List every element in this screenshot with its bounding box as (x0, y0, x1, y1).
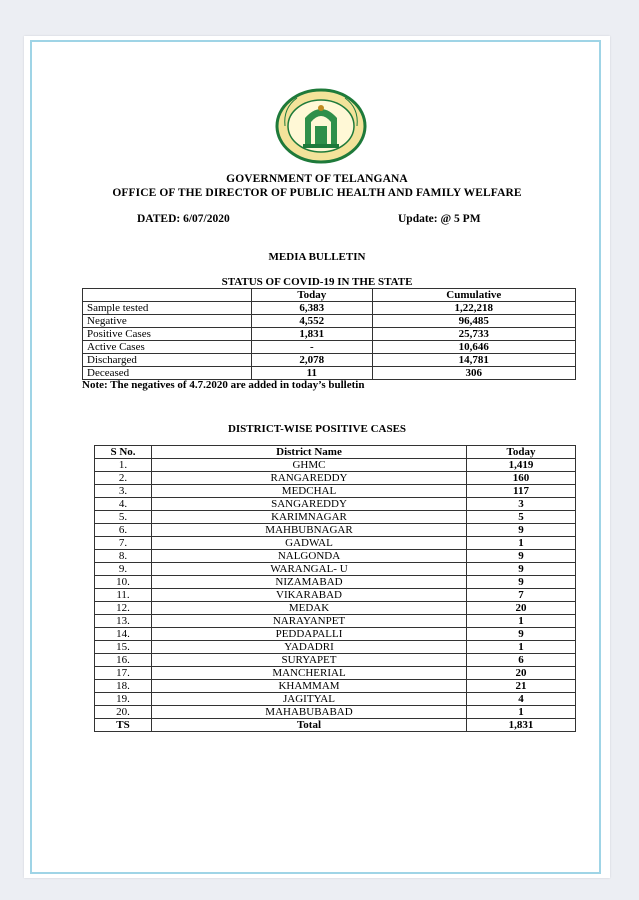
row-sno: 14. (95, 628, 152, 641)
row-today: 21 (467, 680, 576, 693)
table-row (95, 511, 576, 524)
district-table (94, 445, 576, 732)
table-row (95, 576, 576, 589)
district-header-name: District Name (152, 446, 467, 459)
telangana-seal-logo (275, 88, 367, 164)
row-district: NARAYANPET (152, 615, 467, 628)
status-header-row (83, 289, 576, 302)
district-header-sno: S No. (95, 446, 152, 459)
row-sno: 8. (95, 550, 152, 563)
table-row (95, 602, 576, 615)
row-today: 117 (467, 485, 576, 498)
row-today: 20 (467, 667, 576, 680)
table-row (95, 459, 576, 472)
table-row (95, 589, 576, 602)
row-today: 9 (467, 628, 576, 641)
update-text: Update: @ 5 PM (398, 213, 481, 225)
table-row (95, 641, 576, 654)
row-today: 6 (467, 654, 576, 667)
row-today: 4 (467, 693, 576, 706)
row-today: 11 (252, 367, 373, 380)
row-cumulative: 306 (372, 367, 575, 380)
row-cumulative: 10,646 (372, 341, 575, 354)
row-today: 1 (467, 641, 576, 654)
district-title: DISTRICT-WISE POSITIVE CASES (227, 423, 407, 435)
row-sno: 16. (95, 654, 152, 667)
row-label: Active Cases (83, 341, 252, 354)
row-district: NALGONDA (152, 550, 467, 563)
row-sno: 7. (95, 537, 152, 550)
row-label: Sample tested (83, 302, 252, 315)
row-today: 6,383 (252, 302, 373, 315)
row-sno: 19. (95, 693, 152, 706)
row-today: 20 (467, 602, 576, 615)
table-row (83, 328, 576, 341)
table-row (95, 706, 576, 719)
row-sno: 9. (95, 563, 152, 576)
row-sno: 13. (95, 615, 152, 628)
row-sno: 2. (95, 472, 152, 485)
row-sno: 3. (95, 485, 152, 498)
status-header-blank (83, 289, 252, 302)
row-label: Positive Cases (83, 328, 252, 341)
row-today: 9 (467, 524, 576, 537)
row-district: RANGAREDDY (152, 472, 467, 485)
status-table (82, 288, 576, 380)
row-sno: 5. (95, 511, 152, 524)
table-row (95, 537, 576, 550)
row-today: 1 (467, 615, 576, 628)
bulletin-title: MEDIA BULLETIN (268, 251, 366, 263)
row-district: MAHABUBABAD (152, 706, 467, 719)
row-today: 1,419 (467, 459, 576, 472)
row-sno: 11. (95, 589, 152, 602)
table-row (83, 367, 576, 380)
row-district: MEDAK (152, 602, 467, 615)
row-sno: 15. (95, 641, 152, 654)
table-row (95, 615, 576, 628)
table-row (95, 654, 576, 667)
row-today: 2,078 (252, 354, 373, 367)
table-row (95, 485, 576, 498)
row-district: GADWAL (152, 537, 467, 550)
row-sno: 20. (95, 706, 152, 719)
row-today: 9 (467, 563, 576, 576)
row-today: 1 (467, 537, 576, 550)
table-row (83, 315, 576, 328)
table-row (95, 524, 576, 537)
row-today: 7 (467, 589, 576, 602)
status-header-cumulative: Cumulative (372, 289, 575, 302)
table-row (95, 472, 576, 485)
row-district: MEDCHAL (152, 485, 467, 498)
table-row (95, 667, 576, 680)
row-label: Discharged (83, 354, 252, 367)
row-today: - (252, 341, 373, 354)
row-district: WARANGAL- U (152, 563, 467, 576)
row-sno: 17. (95, 667, 152, 680)
table-row (95, 680, 576, 693)
row-district: JAGITYAL (152, 693, 467, 706)
table-row (95, 550, 576, 563)
status-header-today: Today (252, 289, 373, 302)
row-cumulative: 96,485 (372, 315, 575, 328)
row-district: SURYAPET (152, 654, 467, 667)
dated-text: DATED: 6/07/2020 (137, 213, 230, 225)
row-today: 1,831 (252, 328, 373, 341)
row-sno: 4. (95, 498, 152, 511)
status-title: STATUS OF COVID-19 IN THE STATE (221, 276, 413, 288)
total-today: 1,831 (467, 719, 576, 732)
row-sno: 1. (95, 459, 152, 472)
total-sno: TS (95, 719, 152, 732)
row-sno: 12. (95, 602, 152, 615)
row-district: MAHBUBNAGAR (152, 524, 467, 537)
row-district: PEDDAPALLI (152, 628, 467, 641)
row-today: 3 (467, 498, 576, 511)
row-cumulative: 1,22,218 (372, 302, 575, 315)
district-header-row (95, 446, 576, 459)
document-page (24, 36, 610, 878)
table-row (95, 563, 576, 576)
district-header-today: Today (467, 446, 576, 459)
row-cumulative: 14,781 (372, 354, 575, 367)
table-row (95, 498, 576, 511)
row-sno: 6. (95, 524, 152, 537)
row-district: GHMC (152, 459, 467, 472)
row-district: NIZAMABAD (152, 576, 467, 589)
row-today: 5 (467, 511, 576, 524)
row-today: 9 (467, 550, 576, 563)
row-district: YADADRI (152, 641, 467, 654)
row-district: KARIMNAGAR (152, 511, 467, 524)
table-row (95, 693, 576, 706)
total-row (95, 719, 576, 732)
table-row (95, 628, 576, 641)
row-today: 1 (467, 706, 576, 719)
table-row (83, 354, 576, 367)
row-today: 160 (467, 472, 576, 485)
row-sno: 10. (95, 576, 152, 589)
row-district: MANCHERIAL (152, 667, 467, 680)
row-district: VIKARABAD (152, 589, 467, 602)
row-district: KHAMMAM (152, 680, 467, 693)
table-row (83, 302, 576, 315)
row-district: SANGAREDDY (152, 498, 467, 511)
total-label: Total (152, 719, 467, 732)
row-sno: 18. (95, 680, 152, 693)
row-today: 9 (467, 576, 576, 589)
table-row (83, 341, 576, 354)
header-government: GOVERNMENT OF TELANGANA (226, 173, 408, 185)
row-label: Deceased (83, 367, 252, 380)
note-text: Note: The negatives of 4.7.2020 are added in today’s bulletin (82, 379, 365, 391)
row-cumulative: 25,733 (372, 328, 575, 341)
row-label: Negative (83, 315, 252, 328)
row-today: 4,552 (252, 315, 373, 328)
header-office: OFFICE OF THE DIRECTOR OF PUBLIC HEALTH AND FAMILY WELFARE (112, 187, 522, 199)
